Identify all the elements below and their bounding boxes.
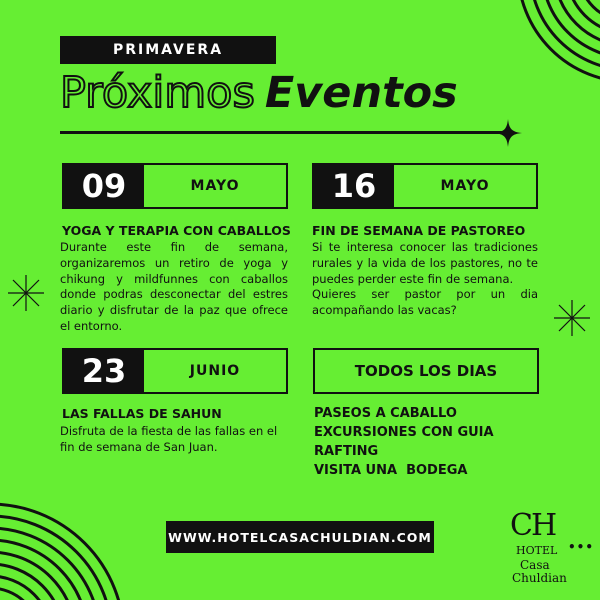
arcs-decoration-top-right	[480, 0, 600, 95]
logo-monogram: CH	[510, 508, 556, 543]
event-day: 16	[314, 165, 394, 207]
list-item: EXCURSIONES CON GUIA	[314, 425, 494, 440]
event-title: LAS FALLAS DE SAHUN	[62, 406, 222, 421]
event-title: FIN DE SEMANA DE PASTOREO	[312, 223, 526, 238]
event-day: 09	[64, 165, 144, 207]
hotel-logo	[498, 508, 598, 594]
title-outline-word: Próximos	[60, 68, 255, 118]
event-description-block	[312, 240, 538, 319]
event-description: Si te interesa conocer las tradiciones rurales y la vida de los pastores, no te puedes perder este fin de semana.	[312, 240, 538, 286]
event-day: 23	[64, 350, 144, 392]
title-divider	[60, 131, 506, 134]
event-month: MAYO	[190, 178, 240, 194]
logo-casa-label: Casa	[520, 558, 550, 572]
list-item: VISITA UNA BODEGA	[314, 463, 468, 478]
arcs-decoration-bottom-left	[0, 488, 140, 600]
event-description-question: Quieres ser pastor por un dia acompañando las vacas?	[312, 287, 538, 318]
activity-list	[314, 404, 494, 480]
logo-dots: •••	[568, 540, 595, 554]
season-badge: PRIMAVERA	[60, 36, 276, 64]
event-date-box	[312, 163, 538, 209]
event-title: YOGA Y TERAPIA CON CABALLOS	[62, 223, 291, 238]
event-date-box	[62, 163, 288, 209]
website-link[interactable]: WWW.HOTELCASACHULDIAN.COM	[166, 521, 434, 553]
starburst-icon-left	[6, 273, 46, 313]
list-item: PASEOS A CABALLO	[314, 406, 457, 421]
event-description: Durante este fin de semana, organizaremos un retiro de yoga y chikung y mildfunnes con caballos donde podras desconectar del estres diario y disfrutar de la paz que ofrece el entorno.	[60, 240, 288, 333]
daily-activities-box: TODOS LOS DIAS	[313, 348, 539, 394]
logo-hotel-label: HOTEL	[516, 544, 558, 557]
event-month: MAYO	[440, 178, 490, 194]
title-bold-word: Eventos	[264, 68, 458, 118]
logo-name-label: Chuldian	[512, 571, 567, 585]
list-item: RAFTING	[314, 444, 379, 459]
event-date-box	[62, 348, 288, 394]
event-description: Disfruta de la fiesta de las fallas en el fin de semana de San Juan.	[60, 424, 278, 454]
starburst-icon-right	[552, 298, 592, 338]
page-title	[60, 68, 458, 124]
event-month: JUNIO	[189, 363, 241, 379]
